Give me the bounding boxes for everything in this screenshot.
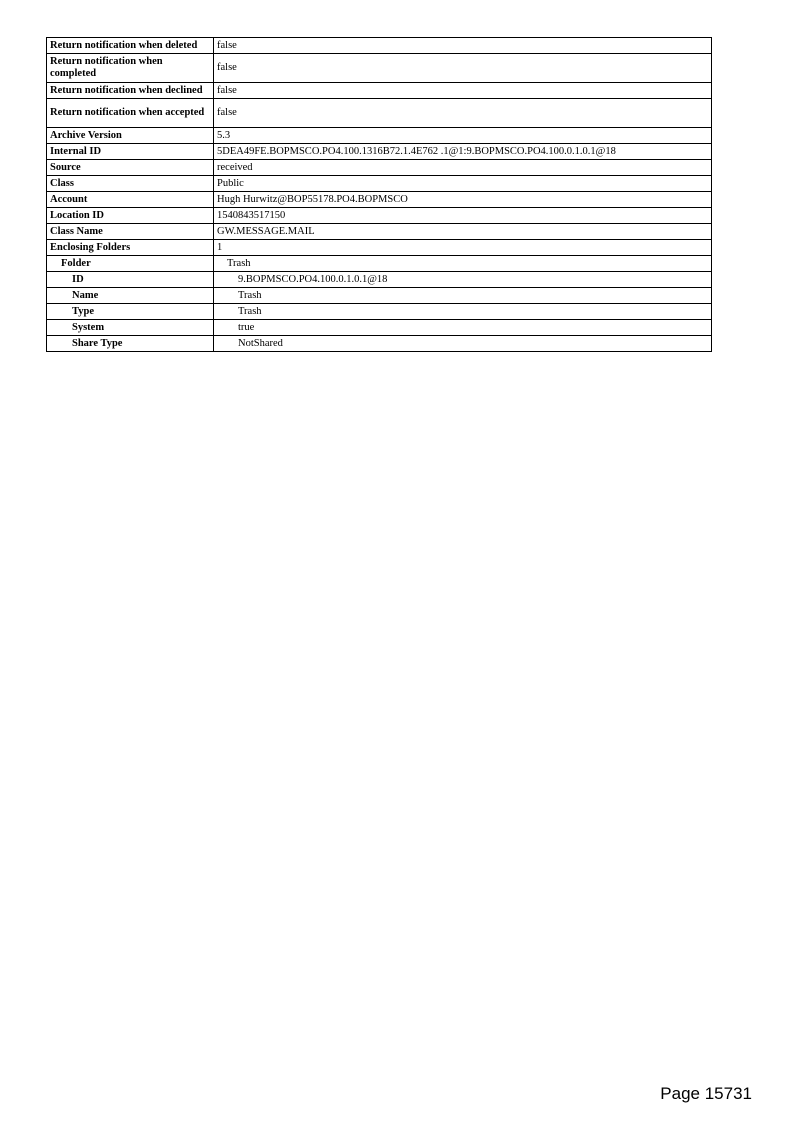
property-value: Trash	[214, 256, 712, 272]
table-row	[47, 208, 712, 224]
table-row	[47, 54, 712, 83]
property-value: false	[214, 54, 712, 83]
property-label: Folder	[47, 256, 214, 272]
table-row	[47, 320, 712, 336]
table-row	[47, 272, 712, 288]
table-row	[47, 224, 712, 240]
table-row	[47, 176, 712, 192]
property-label: ID	[47, 272, 214, 288]
property-value: received	[214, 160, 712, 176]
table-row	[47, 256, 712, 272]
property-label: Archive Version	[47, 128, 214, 144]
properties-table	[46, 37, 712, 352]
property-label: Share Type	[47, 336, 214, 352]
property-label: Type	[47, 304, 214, 320]
property-value: false	[214, 38, 712, 54]
property-label: System	[47, 320, 214, 336]
table-row	[47, 288, 712, 304]
property-label: Class Name	[47, 224, 214, 240]
property-value: NotShared	[214, 336, 712, 352]
table-row	[47, 38, 712, 54]
table-row	[47, 192, 712, 208]
property-value: 5DEA49FE.BOPMSCO.PO4.100.1316B72.1.4E762 .1@1:9.BOPMSCO.PO4.100.0.1.0.1@18	[214, 144, 712, 160]
property-label: Return notification when accepted	[47, 99, 214, 128]
property-label: Return notification when deleted	[47, 38, 214, 54]
table-row	[47, 304, 712, 320]
property-label: Class	[47, 176, 214, 192]
property-label: Enclosing Folders	[47, 240, 214, 256]
property-value: Public	[214, 176, 712, 192]
table-row	[47, 99, 712, 128]
property-value: false	[214, 83, 712, 99]
table-row	[47, 160, 712, 176]
property-value: Trash	[214, 288, 712, 304]
table-row	[47, 240, 712, 256]
property-value: 1540843517150	[214, 208, 712, 224]
property-label: Name	[47, 288, 214, 304]
property-value: Hugh Hurwitz@BOP55178.PO4.BOPMSCO	[214, 192, 712, 208]
property-value: 9.BOPMSCO.PO4.100.0.1.0.1@18	[214, 272, 712, 288]
property-value: 5.3	[214, 128, 712, 144]
property-label: Location ID	[47, 208, 214, 224]
property-label: Source	[47, 160, 214, 176]
property-value: GW.MESSAGE.MAIL	[214, 224, 712, 240]
table-row	[47, 336, 712, 352]
table-row	[47, 144, 712, 160]
table-row	[47, 128, 712, 144]
property-label: Return notification when declined	[47, 83, 214, 99]
property-value: true	[214, 320, 712, 336]
table-row	[47, 83, 712, 99]
property-label: Internal ID	[47, 144, 214, 160]
property-label: Return notification when completed	[47, 54, 214, 83]
page-number: Page 15731	[660, 1084, 752, 1103]
property-value: false	[214, 99, 712, 128]
property-label: Account	[47, 192, 214, 208]
property-value: 1	[214, 240, 712, 256]
property-value: Trash	[214, 304, 712, 320]
